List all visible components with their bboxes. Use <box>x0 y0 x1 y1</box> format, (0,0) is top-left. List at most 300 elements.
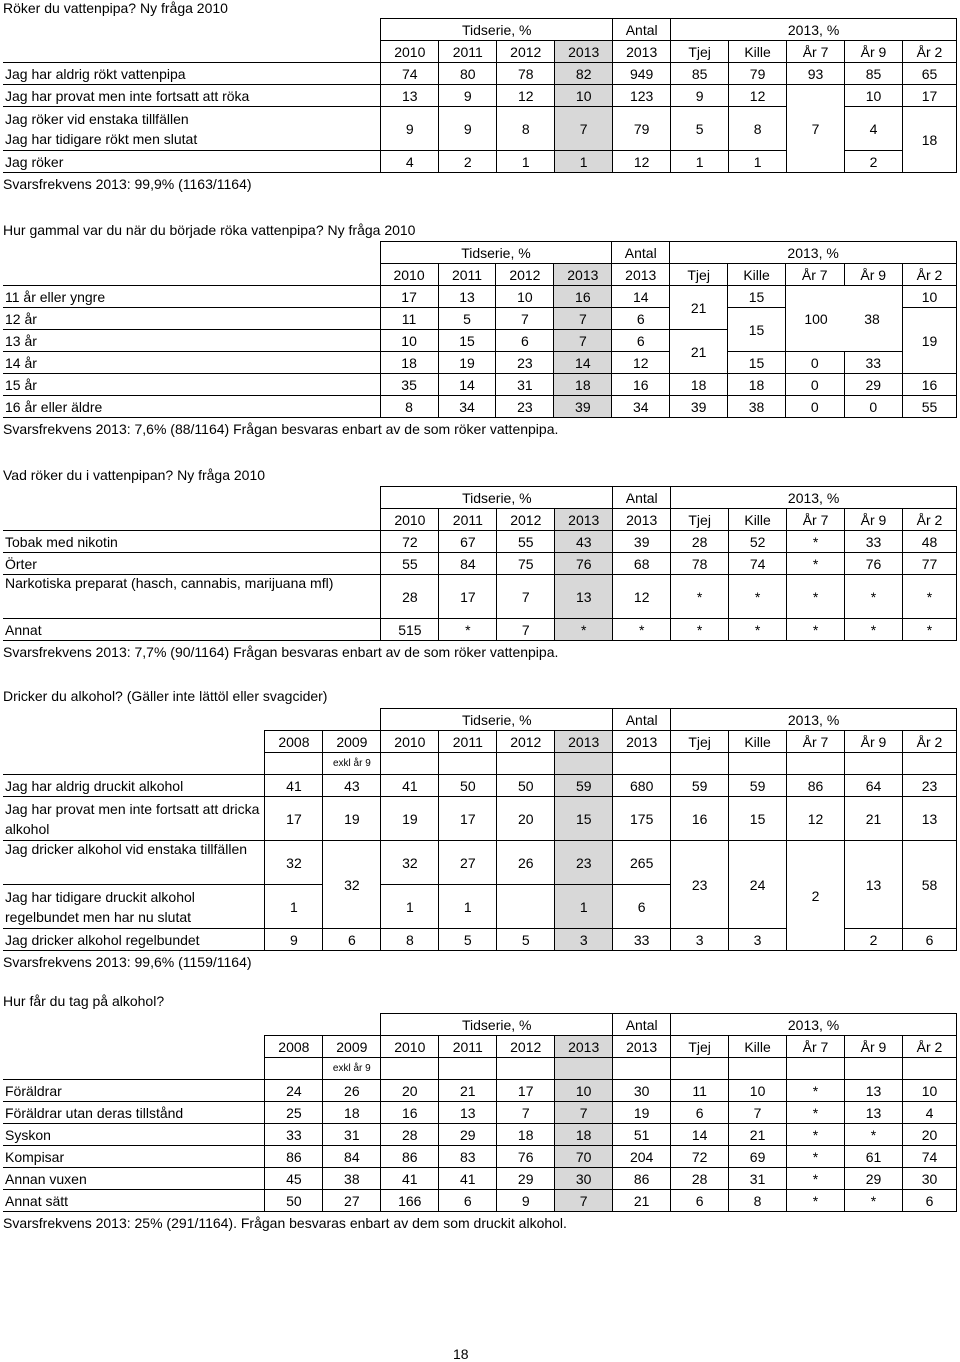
cell: 2 <box>845 151 903 173</box>
cell: 20 <box>381 1080 439 1102</box>
table-row <box>3 1102 957 1124</box>
cell: 7 <box>555 107 613 151</box>
group-header-antal: Antal <box>613 709 671 731</box>
merged-cell: 13 <box>845 841 903 929</box>
row-label: Annan vuxen <box>3 1168 265 1190</box>
merged-cell: 0 <box>786 352 845 374</box>
col-header: År 9 <box>845 1036 903 1058</box>
row-label: Föräldrar <box>3 1080 265 1102</box>
col-header: Tjej <box>670 264 728 286</box>
cell: 10 <box>496 286 554 308</box>
cell: 12 <box>497 85 555 107</box>
col-header: 2010 <box>381 731 439 753</box>
cell: 6 <box>439 1190 497 1212</box>
cell <box>787 85 845 107</box>
row-label: 11 år eller yngre <box>3 286 380 308</box>
row-label-line: Jag röker vid enstaka tillfällen <box>5 110 189 127</box>
cell: 74 <box>902 1146 956 1168</box>
cell: 2 <box>845 929 903 951</box>
merged-cell: 58 <box>902 841 956 929</box>
group-header-2013: 2013, % <box>671 709 957 731</box>
cell: 8 <box>729 1190 787 1212</box>
cell: 79 <box>613 107 671 151</box>
cell: 28 <box>671 531 729 553</box>
row-label: Jag har provat men inte fortsatt att röka <box>3 85 381 107</box>
cell: 30 <box>555 1168 613 1190</box>
group-header-2013: 2013, % <box>671 487 957 509</box>
col-header: Tjej <box>671 509 729 531</box>
group-header-2013: 2013, % <box>671 1014 957 1036</box>
table-row <box>3 1124 957 1146</box>
cell: 1 <box>555 151 613 173</box>
cell: 17 <box>380 286 438 308</box>
table-row <box>3 841 957 885</box>
cell: 6 <box>612 308 670 330</box>
cell: 28 <box>381 575 439 619</box>
section1-heading: Röker du vattenpipa? Ny fråga 2010 <box>3 0 228 16</box>
cell: 17 <box>439 575 497 619</box>
col-header: År 7 <box>786 264 845 286</box>
merged-cell: 2 <box>787 841 845 951</box>
cell: 33 <box>265 1124 323 1146</box>
cell: 21 <box>613 1190 671 1212</box>
cell: 7 <box>555 1190 613 1212</box>
cell: 28 <box>381 1124 439 1146</box>
cell: * <box>845 619 903 641</box>
cell: 16 <box>554 286 612 308</box>
cell <box>497 885 555 929</box>
cell: 23 <box>902 775 956 797</box>
cell: 29 <box>439 1124 497 1146</box>
cell: 18 <box>554 374 612 396</box>
cell: 76 <box>845 553 903 575</box>
col-header: 2011 <box>438 264 496 286</box>
cell: 76 <box>555 553 613 575</box>
col-header: År 2 <box>903 264 957 286</box>
cell: 13 <box>555 575 613 619</box>
cell: 14 <box>438 374 496 396</box>
cell: 12 <box>787 797 845 841</box>
table-row <box>3 1168 957 1190</box>
cell: 11 <box>380 308 438 330</box>
cell: 20 <box>902 1124 956 1146</box>
cell: 23 <box>496 352 554 374</box>
cell: 80 <box>439 63 497 85</box>
cell: * <box>787 553 845 575</box>
cell: 30 <box>902 1168 956 1190</box>
cell: 86 <box>613 1168 671 1190</box>
cell: 74 <box>729 553 787 575</box>
cell: 32 <box>265 841 323 885</box>
table-row <box>3 1190 957 1212</box>
cell: * <box>787 1124 845 1146</box>
cell: 59 <box>729 775 787 797</box>
group-header-tidserie: Tidserie, % <box>381 1014 613 1036</box>
cell <box>787 151 845 173</box>
cell: 9 <box>439 85 497 107</box>
cell: 11 <box>671 1080 729 1102</box>
cell: 31 <box>729 1168 787 1190</box>
merged-cell: 23 <box>671 841 729 929</box>
cell: 17 <box>439 797 497 841</box>
group-header-2013: 2013, % <box>671 19 957 41</box>
cell: 78 <box>497 63 555 85</box>
cell: 6 <box>612 330 670 352</box>
cell: 4 <box>902 1102 956 1124</box>
cell: 13 <box>438 286 496 308</box>
col-header: År 2 <box>902 41 956 63</box>
cell: 1 <box>381 885 439 929</box>
section1-table <box>3 18 957 195</box>
cell: 10 <box>380 330 438 352</box>
col-header: 2013 <box>555 41 613 63</box>
section5-table <box>3 1013 957 1234</box>
cell: 35 <box>380 374 438 396</box>
cell: 34 <box>438 396 496 418</box>
footnote: Svarsfrekvens 2013: 25% (291/1164). Frågan besvaras enbart av dem som druckit alkohol. <box>3 1214 567 1231</box>
cell: 12 <box>613 575 671 619</box>
cell: * <box>787 531 845 553</box>
cell: 10 <box>845 85 903 107</box>
section4-table <box>3 708 957 973</box>
merged-cell: 15 <box>728 286 786 308</box>
cell: 52 <box>729 531 787 553</box>
cell: 84 <box>323 1146 381 1168</box>
col-header: 2010 <box>381 509 439 531</box>
cell: 0 <box>786 374 845 396</box>
section3-heading: Vad röker du i vattenpipan? Ny fråga 2010 <box>3 467 266 483</box>
group-header-antal: Antal <box>613 19 671 41</box>
table-row <box>3 374 957 396</box>
group-header-tidserie: Tidserie, % <box>381 709 613 731</box>
cell: 4 <box>845 107 903 151</box>
cell: 23 <box>496 396 554 418</box>
table-row <box>3 1080 957 1102</box>
cell: 39 <box>554 396 612 418</box>
cell: 61 <box>845 1146 903 1168</box>
row-label: Örter <box>3 553 381 575</box>
col-header: År 9 <box>845 731 903 753</box>
cell: 65 <box>902 63 956 85</box>
cell: 18 <box>380 352 438 374</box>
cell: 15 <box>555 797 613 841</box>
section2-table <box>3 241 957 440</box>
cell: * <box>787 1168 845 1190</box>
cell: 1 <box>671 151 729 173</box>
cell: 12 <box>729 85 787 107</box>
group-header-2013: 2013, % <box>670 242 957 264</box>
cell: 9 <box>381 107 439 151</box>
cell: 32 <box>381 841 439 885</box>
cell: 18 <box>497 1124 555 1146</box>
cell: 41 <box>381 775 439 797</box>
cell: * <box>902 575 956 619</box>
cell: 74 <box>381 63 439 85</box>
cell: 51 <box>613 1124 671 1146</box>
cell: 6 <box>671 1102 729 1124</box>
table-row <box>3 286 957 308</box>
merged-cell: 21 <box>670 286 728 330</box>
cell: 1 <box>729 151 787 173</box>
merged-cell: 10 <box>903 286 957 308</box>
cell: * <box>671 575 729 619</box>
cell: 7 <box>496 308 554 330</box>
col-header: År 7 <box>787 1036 845 1058</box>
cell: 50 <box>497 775 555 797</box>
row-label: Föräldrar utan deras tillstånd <box>3 1102 265 1124</box>
cell: 4 <box>381 151 439 173</box>
cell: 16 <box>671 797 729 841</box>
cell: 7 <box>497 1102 555 1124</box>
cell: 3 <box>729 929 787 951</box>
row-label: Jag har tidigare druckit alkohol regelbundet men har nu slutat <box>3 885 265 929</box>
cell: 21 <box>439 1080 497 1102</box>
merged-cell: 15 <box>728 308 786 352</box>
col-header: Kille <box>729 731 787 753</box>
cell: 23 <box>555 841 613 885</box>
cell: 24 <box>265 1080 323 1102</box>
row-label: Syskon <box>3 1124 265 1146</box>
col-header: 2010 <box>380 264 438 286</box>
cell: 18 <box>555 1124 613 1146</box>
cell: 1 <box>439 885 497 929</box>
cell: 515 <box>381 619 439 641</box>
cell: 10 <box>902 1080 956 1102</box>
cell: 17 <box>265 797 323 841</box>
cell: 29 <box>497 1168 555 1190</box>
table-row <box>3 619 957 641</box>
cell: 19 <box>381 797 439 841</box>
footnote: Svarsfrekvens 2013: 7,7% (90/1164) Frågan besvaras enbart av de som röker vattenpipa. <box>3 643 559 660</box>
cell: * <box>439 619 497 641</box>
cell: 17 <box>902 85 956 107</box>
cell: 21 <box>729 1124 787 1146</box>
cell: 2 <box>439 151 497 173</box>
cell: * <box>787 1102 845 1124</box>
cell: 84 <box>439 553 497 575</box>
cell: 7 <box>555 1102 613 1124</box>
col-header: År 9 <box>845 41 903 63</box>
cell: 204 <box>613 1146 671 1168</box>
cell: 55 <box>381 553 439 575</box>
cell: 85 <box>671 63 729 85</box>
cell: 16 <box>381 1102 439 1124</box>
cell: 30 <box>613 1080 671 1102</box>
col-header: År 2 <box>902 731 956 753</box>
merged-cell: 15 <box>728 352 786 374</box>
cell: 9 <box>265 929 323 951</box>
group-header-tidserie: Tidserie, % <box>381 19 613 41</box>
col-header: 2011 <box>439 509 497 531</box>
cell: 31 <box>323 1124 381 1146</box>
table-row <box>3 63 957 85</box>
cell: 16 <box>903 374 957 396</box>
cell: 48 <box>902 531 956 553</box>
cell: 6 <box>902 1190 956 1212</box>
cell: 79 <box>729 63 787 85</box>
cell: 20 <box>497 797 555 841</box>
row-label <box>3 107 381 151</box>
cell: 7 <box>554 330 612 352</box>
cell: 10 <box>555 85 613 107</box>
cell: 75 <box>497 553 555 575</box>
cell: 31 <box>496 374 554 396</box>
row-label: 15 år <box>3 374 380 396</box>
col-header: 2010 <box>381 1036 439 1058</box>
cell: * <box>787 1080 845 1102</box>
group-header-antal: Antal <box>613 487 671 509</box>
cell: 13 <box>845 1102 903 1124</box>
section3-table <box>3 486 957 663</box>
cell: 8 <box>380 396 438 418</box>
cell: 5 <box>438 308 496 330</box>
merged-cell: 33 <box>844 352 903 374</box>
row-label: 12 år <box>3 308 380 330</box>
cell: * <box>729 619 787 641</box>
col-header: 2013 <box>613 509 671 531</box>
row-label: Jag har provat men inte fortsatt att dricka alkohol <box>3 797 265 841</box>
table-row <box>3 775 957 797</box>
table-row <box>3 575 957 619</box>
cell: 13 <box>439 1102 497 1124</box>
cell: 59 <box>671 775 729 797</box>
cell: * <box>845 1190 903 1212</box>
cell: 78 <box>671 553 729 575</box>
cell: 86 <box>381 1146 439 1168</box>
cell: 69 <box>729 1146 787 1168</box>
cell: 12 <box>613 151 671 173</box>
cell: 9 <box>497 1190 555 1212</box>
cell: * <box>787 575 845 619</box>
cell: 13 <box>845 1080 903 1102</box>
merged-cell <box>786 286 903 352</box>
cell: 13 <box>381 85 439 107</box>
col-header: Kille <box>729 509 787 531</box>
col-header: 2012 <box>497 41 555 63</box>
row-label: Jag dricker alkohol regelbundet <box>3 929 265 951</box>
cell: 19 <box>323 797 381 841</box>
section2-heading: Hur gammal var du när du började röka vattenpipa? Ny fråga 2010 <box>3 222 416 238</box>
row-label: 16 år eller äldre <box>3 396 380 418</box>
col-header: År 9 <box>845 509 903 531</box>
cell: 68 <box>613 553 671 575</box>
cell: 72 <box>381 531 439 553</box>
col-header: Tjej <box>671 1036 729 1058</box>
group-header-antal: Antal <box>612 242 670 264</box>
cell: 86 <box>265 1146 323 1168</box>
cell: 85 <box>845 63 903 85</box>
cell: 59 <box>555 775 613 797</box>
cell: 8 <box>729 107 787 151</box>
cell: 19 <box>613 1102 671 1124</box>
cell: 27 <box>323 1190 381 1212</box>
col-header: Tjej <box>671 731 729 753</box>
table-row <box>3 107 957 151</box>
col-header: 2009 <box>323 731 381 753</box>
cell: * <box>787 1146 845 1168</box>
cell: 29 <box>844 374 903 396</box>
cell: 10 <box>729 1080 787 1102</box>
cell: 72 <box>671 1146 729 1168</box>
cell: 76 <box>497 1146 555 1168</box>
cell: 82 <box>555 63 613 85</box>
cell: 166 <box>381 1190 439 1212</box>
note-2009: exkl år 9 <box>323 1058 381 1080</box>
row-label: Narkotiska preparat (hasch, cannabis, marijuana mfl) <box>3 575 381 619</box>
cell: 7 <box>497 619 555 641</box>
col-header: År 2 <box>902 1036 956 1058</box>
col-header: Kille <box>729 1036 787 1058</box>
table-row <box>3 531 957 553</box>
cell: 28 <box>671 1168 729 1190</box>
section5-heading: Hur får du tag på alkohol? <box>3 993 165 1009</box>
footnote: Svarsfrekvens 2013: 7,6% (88/1164) Frågan besvaras enbart av de som röker vattenpipa. <box>3 420 559 437</box>
page-number: 18 <box>453 1346 469 1362</box>
col-header: 2013 <box>555 1036 613 1058</box>
cell: 1 <box>555 885 613 929</box>
cell: 29 <box>845 1168 903 1190</box>
cell: 18 <box>323 1102 381 1124</box>
cell: 1 <box>265 885 323 929</box>
col-header: 2010 <box>381 41 439 63</box>
cell: 33 <box>613 929 671 951</box>
cell: 43 <box>323 775 381 797</box>
col-header: 2011 <box>439 731 497 753</box>
cell: 6 <box>902 929 956 951</box>
cell: 50 <box>439 775 497 797</box>
cell: 6 <box>671 1190 729 1212</box>
row-label: Tobak med nikotin <box>3 531 381 553</box>
col-header: År 9 <box>844 264 903 286</box>
cell: 7 <box>497 575 555 619</box>
table-row <box>3 85 957 107</box>
table-row <box>3 553 957 575</box>
cell: 8 <box>497 107 555 151</box>
cell: * <box>555 619 613 641</box>
merged-cell: 19 <box>903 308 957 374</box>
cell: 14 <box>554 352 612 374</box>
cell: 14 <box>671 1124 729 1146</box>
cell: 19 <box>438 352 496 374</box>
footnote: Svarsfrekvens 2013: 99,9% (1163/1164) <box>3 175 252 192</box>
cell: 27 <box>439 841 497 885</box>
cell: 8 <box>381 929 439 951</box>
cell: * <box>902 619 956 641</box>
cell: 6 <box>496 330 554 352</box>
col-header: 2011 <box>439 41 497 63</box>
cell: 38 <box>728 396 786 418</box>
cell: 3 <box>671 929 729 951</box>
cell: 41 <box>381 1168 439 1190</box>
merged-value: 38 <box>864 310 880 327</box>
cell: 70 <box>555 1146 613 1168</box>
cell: 83 <box>439 1146 497 1168</box>
cell: 33 <box>845 531 903 553</box>
cell: 25 <box>265 1102 323 1124</box>
table-row <box>3 797 957 841</box>
group-header-tidserie: Tidserie, % <box>381 487 613 509</box>
cell: 15 <box>438 330 496 352</box>
col-header: 2013 <box>554 264 612 286</box>
section4-heading: Dricker du alkohol? (Gäller inte lättöl eller svagcider) <box>3 688 328 704</box>
cell: 55 <box>903 396 957 418</box>
row-label: Kompisar <box>3 1146 265 1168</box>
cell: * <box>729 575 787 619</box>
cell: 265 <box>613 841 671 885</box>
col-header: 2013 <box>613 731 671 753</box>
cell: 16 <box>612 374 670 396</box>
cell: 0 <box>844 396 903 418</box>
